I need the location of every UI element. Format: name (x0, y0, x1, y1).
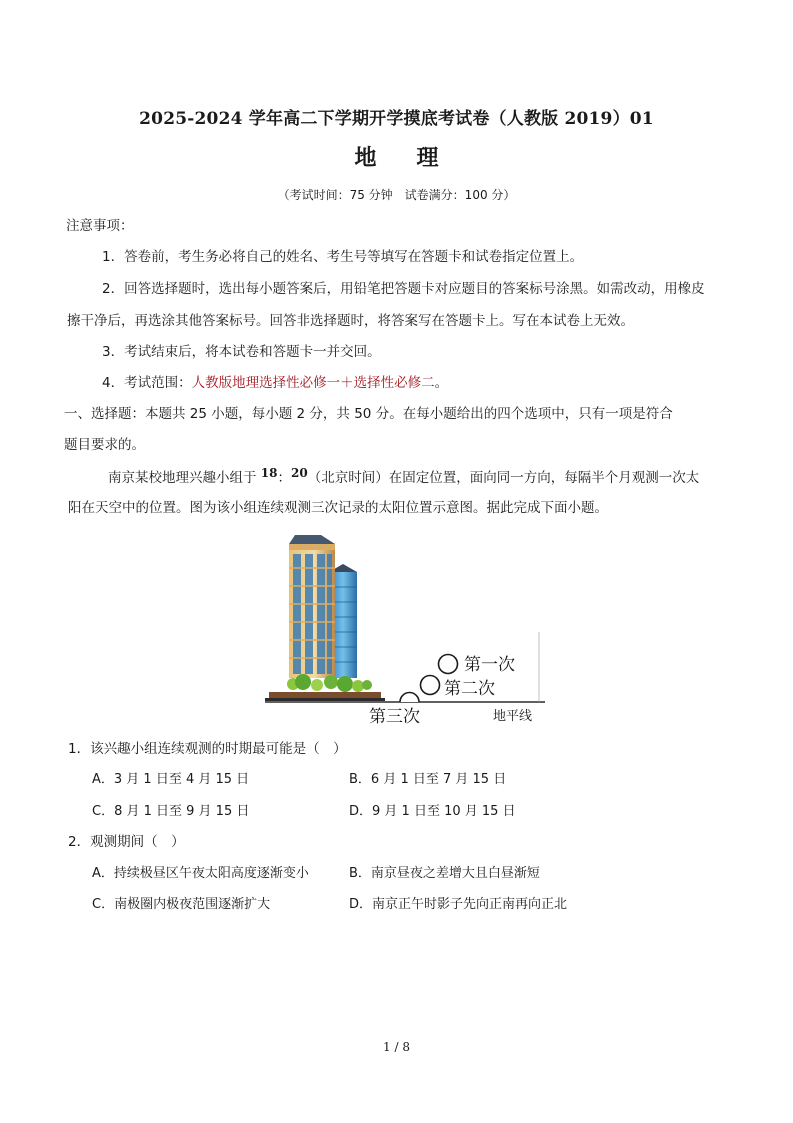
notice-item-4 (102, 373, 448, 393)
notice-item-4-prefix: 4．考试范围： (102, 375, 192, 391)
question-1-stem: 1．该兴趣小组连续观测的时期最可能是（ ） (68, 741, 347, 757)
trees (287, 674, 372, 692)
notice-item-2-line-2: 擦干净后，再选涂其他答案标号。回答非选择题时，将答案写在答题卡上。写在本试卷上无效。 (67, 313, 634, 329)
stem-hour: 18 (260, 466, 278, 480)
question-2-option-a: A．持续极昼区午夜太阳高度逐渐变小 (92, 866, 309, 881)
stem-suffix: （北京时间）在固定位置，面向同一方向，每隔半个月观测一次太 (307, 470, 700, 486)
notice-item-2-line-1: 2．回答选择题时，选出每小题答案后，用铅笔把答题卡对应题目的答案标号涂黑。如需改动，用橡皮 (102, 281, 705, 297)
question-1-option-c: C．8 月 1 日至 9 月 15 日 (92, 804, 250, 819)
subject-char-2: 理 (416, 145, 439, 171)
label-second: 第二次 (444, 679, 495, 699)
page-number: 1 / 8 (383, 1040, 410, 1054)
sun-third (400, 693, 419, 703)
sun-first (439, 655, 458, 674)
stem-prefix: 南京某校地理兴趣小组于 (108, 470, 257, 486)
label-third: 第三次 (369, 707, 420, 727)
question-1-option-d: D．9 月 1 日至 10 月 15 日 (349, 804, 516, 819)
stem-colon: ： (277, 470, 291, 486)
notice-heading: 注意事项： (66, 218, 134, 234)
question-1-option-a: A．3 月 1 日至 4 月 15 日 (92, 772, 250, 787)
section-heading-line-2: 题目要求的。 (64, 437, 145, 453)
exam-meta: （考试时间：75 分钟 试卷满分：100 分） (277, 188, 516, 202)
exam-scope: 人教版地理选择性必修一＋选择性必修二 (191, 375, 435, 391)
question-1-option-b: B．6 月 1 日至 7 月 15 日 (349, 772, 507, 787)
exam-title: 2025-2024 学年高二下学期开学摸底考试卷（人教版 2019）01 (139, 109, 654, 129)
notice-item-3: 3．考试结束后，将本试卷和答题卡一并交回。 (102, 344, 381, 360)
sun-second (421, 676, 440, 695)
question-2-stem: 2．观测期间（ ） (68, 834, 185, 850)
section-heading-line-1: 一、选择题：本题共 25 小题，每小题 2 分，共 50 分。在每小题给出的四个选项中，只有一项是符合 (64, 406, 673, 422)
question-2-option-b: B．南京昼夜之差增大且白昼渐短 (349, 866, 540, 881)
sun-position-figure (255, 532, 555, 728)
stem-minute: 20 (291, 466, 308, 480)
label-first: 第一次 (464, 655, 515, 675)
question-2-option-c: C．南极圈内极夜范围逐渐扩大 (92, 897, 271, 912)
label-horizon: 地平线 (493, 709, 533, 724)
question-2-option-d: D．南京正午时影子先向正南再向正北 (349, 897, 568, 912)
stem-line-1 (108, 468, 699, 488)
stem-line-2: 阳在天空中的位置。图为该小组连续观测三次记录的太阳位置示意图。据此完成下面小题。 (68, 500, 608, 516)
notice-item-4-suffix: 。 (434, 375, 449, 391)
notice-item-1: 1．答卷前，考生务必将自己的姓名、考生号等填写在答题卡和试卷指定位置上。 (102, 249, 584, 265)
building-left (289, 535, 335, 678)
ground-platform (265, 692, 385, 701)
subject-title (0, 141, 793, 172)
subject-char-1: 地 (354, 145, 377, 171)
